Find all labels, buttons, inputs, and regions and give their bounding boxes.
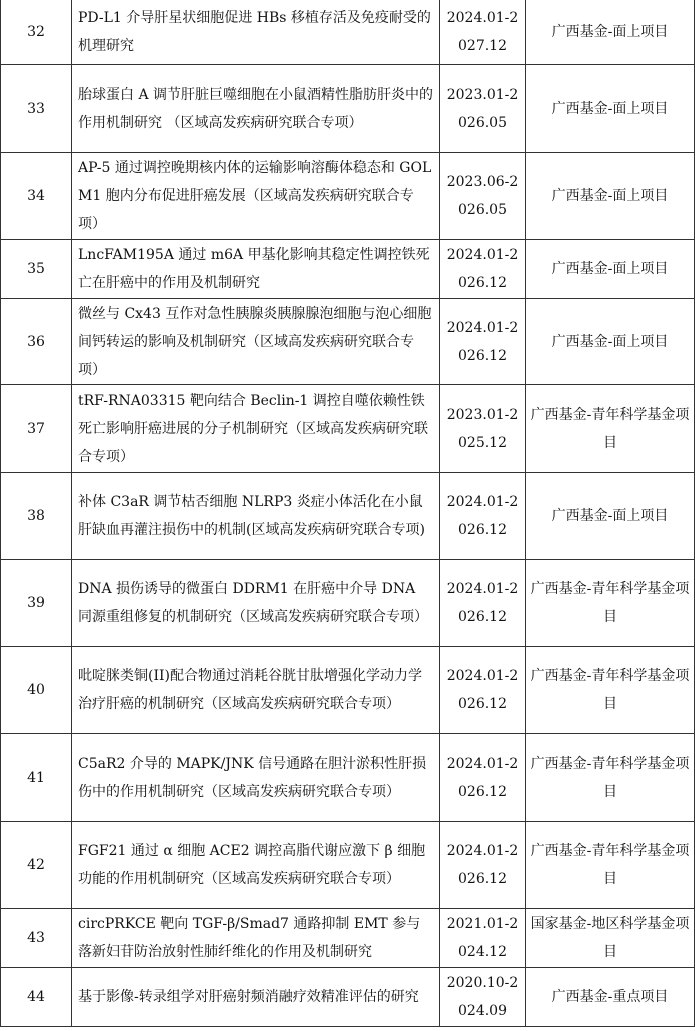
project-title: AP-5 通过调控晚期核内体的运输影响溶酶体稳态和 GOLM1 胞内分布促进肝癌发展（区域高发疾病研究联合专项） — [72, 153, 440, 240]
project-title: 补体 C3aR 调节枯否细胞 NLRP3 炎症小体活化在小鼠肝缺血再灌注损伤中的机制(区域高发疾病研究联合专项) — [72, 473, 440, 560]
row-number: 40 — [1, 647, 72, 734]
project-period: 2023.01-2026.05 — [440, 65, 526, 153]
project-title: 基于影像-转录组学对肝癌射频消融疗效精准评估的研究 — [72, 968, 440, 1027]
row-number: 34 — [1, 153, 72, 240]
funding-source: 广西基金-青年科学基金项目 — [526, 734, 695, 822]
project-period: 2024.01-2026.12 — [440, 240, 526, 299]
funding-source: 广西基金-青年科学基金项目 — [526, 822, 695, 909]
funding-source: 广西基金-青年科学基金项目 — [526, 560, 695, 647]
project-period: 2024.01-2026.12 — [440, 560, 526, 647]
funding-source: 广西基金-重点项目 — [526, 968, 695, 1027]
project-title: PD-L1 介导肝星状细胞促进 HBs 移植存活及免疫耐受的机理研究 — [72, 0, 440, 65]
row-number: 33 — [1, 65, 72, 153]
project-title: C5aR2 介导的 MAPK/JNK 信号通路在胆汁淤积性肝损伤中的作用机制研究（区域高发疾病研究联合专项） — [72, 734, 440, 822]
funding-source: 广西基金-面上项目 — [526, 65, 695, 153]
project-title: tRF-RNA03315 靶向结合 Beclin-1 调控自噬依赖性铁死亡影响肝癌进展的分子机制研究（区域高发疾病研究联合专项） — [72, 385, 440, 473]
funding-source: 广西基金-面上项目 — [526, 473, 695, 560]
table-row — [1, 0, 695, 65]
table-row — [1, 240, 695, 299]
project-period: 2020.10-2024.09 — [440, 968, 526, 1027]
project-period: 2023.01-2025.12 — [440, 385, 526, 473]
table-row — [1, 385, 695, 473]
project-period: 2024.01-2027.12 — [440, 0, 526, 65]
table-row — [1, 647, 695, 734]
table-row — [1, 560, 695, 647]
funding-source: 广西基金-面上项目 — [526, 153, 695, 240]
row-number: 39 — [1, 560, 72, 647]
project-period: 2024.01-2026.12 — [440, 822, 526, 909]
table-row — [1, 153, 695, 240]
row-number: 35 — [1, 240, 72, 299]
funding-source: 广西基金-面上项目 — [526, 240, 695, 299]
row-number: 43 — [1, 909, 72, 968]
row-number: 41 — [1, 734, 72, 822]
funding-source: 广西基金-面上项目 — [526, 0, 695, 65]
project-period: 2024.01-2026.12 — [440, 299, 526, 385]
project-period: 2021.01-2024.12 — [440, 909, 526, 968]
table-row — [1, 968, 695, 1027]
row-number: 36 — [1, 299, 72, 385]
funding-source: 国家基金-地区科学基金项目 — [526, 909, 695, 968]
table-row — [1, 909, 695, 968]
project-period: 2024.01-2026.12 — [440, 647, 526, 734]
table-row — [1, 822, 695, 909]
project-period: 2024.01-2026.12 — [440, 473, 526, 560]
project-period: 2023.06-2026.05 — [440, 153, 526, 240]
funding-source: 广西基金-青年科学基金项目 — [526, 647, 695, 734]
project-title: LncFAM195A 通过 m6A 甲基化影响其稳定性调控铁死亡在肝癌中的作用及机制研究 — [72, 240, 440, 299]
row-number: 38 — [1, 473, 72, 560]
funding-source: 广西基金-面上项目 — [526, 299, 695, 385]
project-title: FGF21 通过 α 细胞 ACE2 调控高脂代谢应激下 β 细胞功能的作用机制研究（区域高发疾病研究联合专项） — [72, 822, 440, 909]
project-title: 胎球蛋白 A 调节肝脏巨噬细胞在小鼠酒精性脂肪肝炎中的作用机制研究 （区域高发疾病研究联合专项） — [72, 65, 440, 153]
project-title: DNA 损伤诱导的微蛋白 DDRM1 在肝癌中介导 DNA 同源重组修复的机制研究（区域高发疾病研究联合专项） — [72, 560, 440, 647]
row-number: 37 — [1, 385, 72, 473]
row-number: 44 — [1, 968, 72, 1027]
table-row — [1, 65, 695, 153]
table-row — [1, 299, 695, 385]
table-row — [1, 734, 695, 822]
row-number: 32 — [1, 0, 72, 65]
row-number: 42 — [1, 822, 72, 909]
funding-source: 广西基金-青年科学基金项目 — [526, 385, 695, 473]
project-title: circPRKCE 靶向 TGF-β/Smad7 通路抑制 EMT 参与落新妇苷防治放射性肺纤维化的作用及机制研究 — [72, 909, 440, 968]
table-row — [1, 473, 695, 560]
project-title: 微丝与 Cx43 互作对急性胰腺炎胰腺腺泡细胞与泡心细胞间钙转运的影响及机制研究（区域高发疾病研究联合专项） — [72, 299, 440, 385]
project-period: 2024.01-2026.12 — [440, 734, 526, 822]
project-title: 吡啶脒类铜(II)配合物通过消耗谷胱甘肽增强化学动力学治疗肝癌的机制研究（区域高发疾病研究联合专项） — [72, 647, 440, 734]
project-table-body — [1, 0, 695, 1027]
